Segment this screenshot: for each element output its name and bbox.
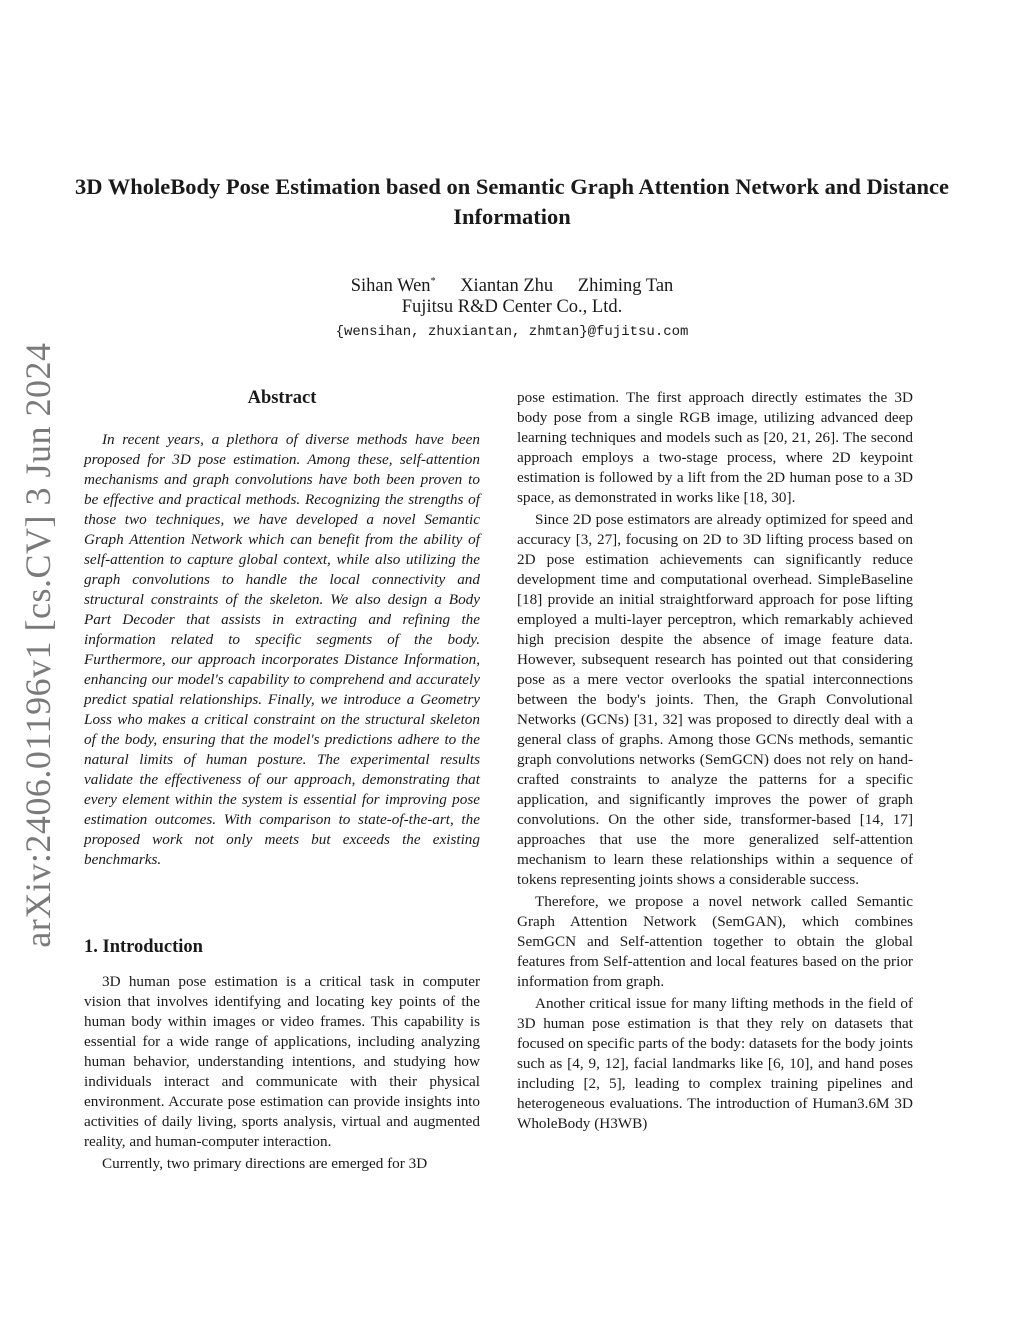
intro-paragraph: 3D human pose estimation is a critical task in computer vision that involves identifying and locating key points of the human body within images or video frames. This capability is essential for a wide range of applications, including analyzing human behavior, understanding intentions, and studying how individuals interact and communicate with their physical environment. Accurate pose estimation can provide insights into activities of daily living, sports analysis, virtual and augmented reality, and human-computer interaction. <box>84 973 480 1150</box>
right-column-body <box>517 388 913 1136</box>
author-name: Xiantan Zhu <box>460 276 554 297</box>
body-paragraph: Therefore, we propose a novel network called Semantic Graph Attention Network (SemGAN), which combines SemGCN and Self-attention together to obtain the global features from Self-attention and local features based on the prior information from graph. <box>517 893 913 990</box>
author-name: Zhiming Tan <box>577 276 674 297</box>
arxiv-side-stamp: arXiv:2406.01196v1 [cs.CV] 3 Jun 2024 <box>18 342 58 948</box>
abstract-text: In recent years, a plethora of diverse methods have been proposed for 3D pose estimation. Among these, self-attention mechanisms and graph convolutions have both been proven to be effective and practical methods. Recognizing the strengths of those two techniques, we have developed a novel Semantic Graph Attention Network which can benefit from the ability of self-attention to capture global context, while also utilizing the graph convolutions to handle the local connectivity and structural constraints of the skeleton. We also design a Body Part Decoder that assists in extracting and refining the information related to specific segments of the body. Furthermore, our approach incorporates Distance Information, enhancing our model's capability to comprehend and accurately predict spatial relationships. Finally, we introduce a Geometry Loss who makes a critical constraint on the structural skeleton of the body, ensuring that the model's predictions adhere to the natural limits of human posture. The experimental results validate the effectiveness of our approach, demonstrating that every element within the system is essential for improving pose estimation outcomes. With comparison to state-of-the-art, the proposed work not only meets but exceeds the existing benchmarks. <box>84 431 480 868</box>
author-name: Sihan Wen <box>350 276 431 297</box>
affiliation: Fujitsu R&D Center Co., Ltd. <box>401 297 623 317</box>
body-paragraph: Since 2D pose estimators are already optimized for speed and accuracy [3, 27], focusing on 2D to 3D lifting process based on 2D pose estimation achievements can significantly reduce development time and computational overhead. SimpleBaseline [18] provide an initial straightforward approach for pose lifting employed a multi-layer perceptron, which remarkably achieved high precision despite the absence of image feature data. However, subsequent research has pointed out that considering pose as a mere vector overlooks the spatial interconnections between the body's joints. Then, the Graph Convolutional Networks (GCNs) [31, 32] was proposed to directly deal with a general class of graphs. Among those GCNs methods, semantic graph convolutions networks (SemGCN) does not rely on hand-crafted constraints to analyze the patterns for a specific application, and significantly improves the power of graph convolutions. On the other side, transformer-based [14, 17] approaches that use the more generalized self-attention mechanism to learn these relationships within a sequence of tokens representing joints shows a considerable success. <box>517 511 913 888</box>
intro-paragraph: Currently, two primary directions are emerged for 3D <box>102 1155 428 1172</box>
paper-title: 3D WholeBody Pose Estimation based on Semantic Graph Attention Network and Distance Information <box>74 174 949 229</box>
author-mark: * <box>430 276 436 287</box>
introduction-body <box>84 972 480 1176</box>
author-1 <box>351 270 436 298</box>
introduction-heading: 1. Introduction <box>84 937 203 957</box>
abstract-heading: Abstract <box>247 388 317 408</box>
author-list <box>0 270 1024 298</box>
body-paragraph: pose estimation. The first approach directly estimates the 3D body pose from a single RGB image, utilizing advanced deep learning techniques and models such as [20, 21, 26]. The second approach employs a two-stage process, where 2D keypoint estimation is followed by a lift from the 2D human pose to a 3D space, as demonstrated in works like [18, 30]. <box>517 389 913 506</box>
body-paragraph: Another critical issue for many lifting methods in the field of 3D human pose estimation is that they rely on datasets that focused on specific parts of the body: datasets for the body joints such as [4, 9, 12], facial landmarks like [6, 10], and hand poses including [2, 5], leading to complex training pipelines and heterogeneous evaluations. The introduction of Human3.6M 3D WholeBody (H3WB) <box>517 995 913 1132</box>
author-emails: {wensihan, zhuxiantan, zhmtan}@fujitsu.com <box>335 324 689 340</box>
